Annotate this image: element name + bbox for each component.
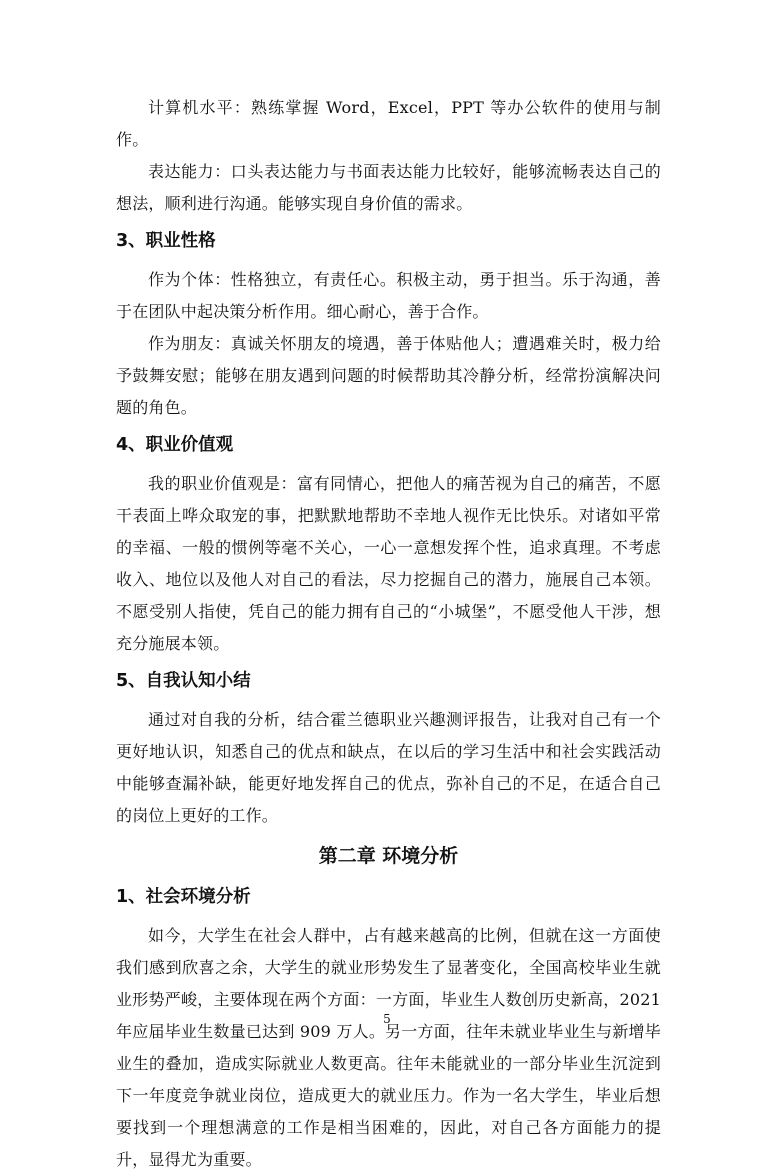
page-number: 5 bbox=[383, 1012, 391, 1026]
heading-career-values: 4、职业价值观 bbox=[116, 435, 234, 455]
paragraph-as-friend: 作为朋友：真诚关怀朋友的境遇，善于体贴他人；遭遇难关时，极力给予鼓舞安慰；能够在朋友遇到问题的时候帮助其冷静分析，经常扮演解决问题的角色。 bbox=[116, 334, 661, 417]
paragraph-career-values: 我的职业价值观是：富有同情心，把他人的痛苦视为自己的痛苦，不愿干表面上哗众取宠的事，把默默地帮助不幸地人视作无比快乐。对诸如平常的幸福、一般的惯例等毫不关心，一心一意想发挥个性，追求真理。不考虑收入、地位以及他人对自己的看法，尽力挖掘自己的潜力，施展自己本领。不愿受别人指使，凭自己的能力拥有自己的“小城堡”，不愿受他人干涉，想充分施展本领。 bbox=[116, 474, 661, 653]
paragraph-expression-ability: 表达能力：口头表达能力与书面表达能力比较好，能够流畅表达自己的想法，顺利进行沟通。能够实现自身价值的需求。 bbox=[116, 162, 661, 213]
heading-career-personality: 3、职业性格 bbox=[116, 231, 216, 251]
paragraph-computer-skills: 计算机水平：熟练掌握 Word，Excel，PPT 等办公软件的使用与制作。 bbox=[116, 98, 661, 149]
chapter-title: 第二章 环境分析 bbox=[318, 845, 459, 867]
paragraph-self-summary: 通过对自我的分析，结合霍兰德职业兴趣测评报告，让我对自己有一个更好地认识，知悉自己的优点和缺点，在以后的学习生活中和社会实践活动中能够查漏补缺，能更好地发挥自己的优点，弥补自己的不足，在适合自己的岗位上更好的工作。 bbox=[116, 710, 661, 825]
paragraph-as-individual: 作为个体：性格独立，有责任心。积极主动，勇于担当。乐于沟通，善于在团队中起决策分析作用。细心耐心，善于合作。 bbox=[116, 270, 661, 321]
heading-social-environment: 1、社会环境分析 bbox=[116, 887, 251, 907]
paragraph-social-environment: 如今，大学生在社会人群中，占有越来越高的比例，但就在这一方面使我们感到欣喜之余，大学生的就业形势发生了显著变化，全国高校毕业生就业形势严峻，主要体现在两个方面：一方面，毕业生人数创历史新高，2021 年应届毕业生数量已达到 909 万人。另一方面，往年未就业毕业生与新增毕业生的叠加，造成实际就业人数更高。往年未能就业的一部分毕业生沉淀到下一年度竞争就业岗位，造成更大的就业压力。作为一名大学生，毕业后想要找到一个理想满意的工作是相当困难的，因此，对自己各方面能力的提升，显得尤为重要。 bbox=[116, 926, 661, 1169]
heading-self-summary: 5、自我认知小结 bbox=[116, 671, 251, 691]
